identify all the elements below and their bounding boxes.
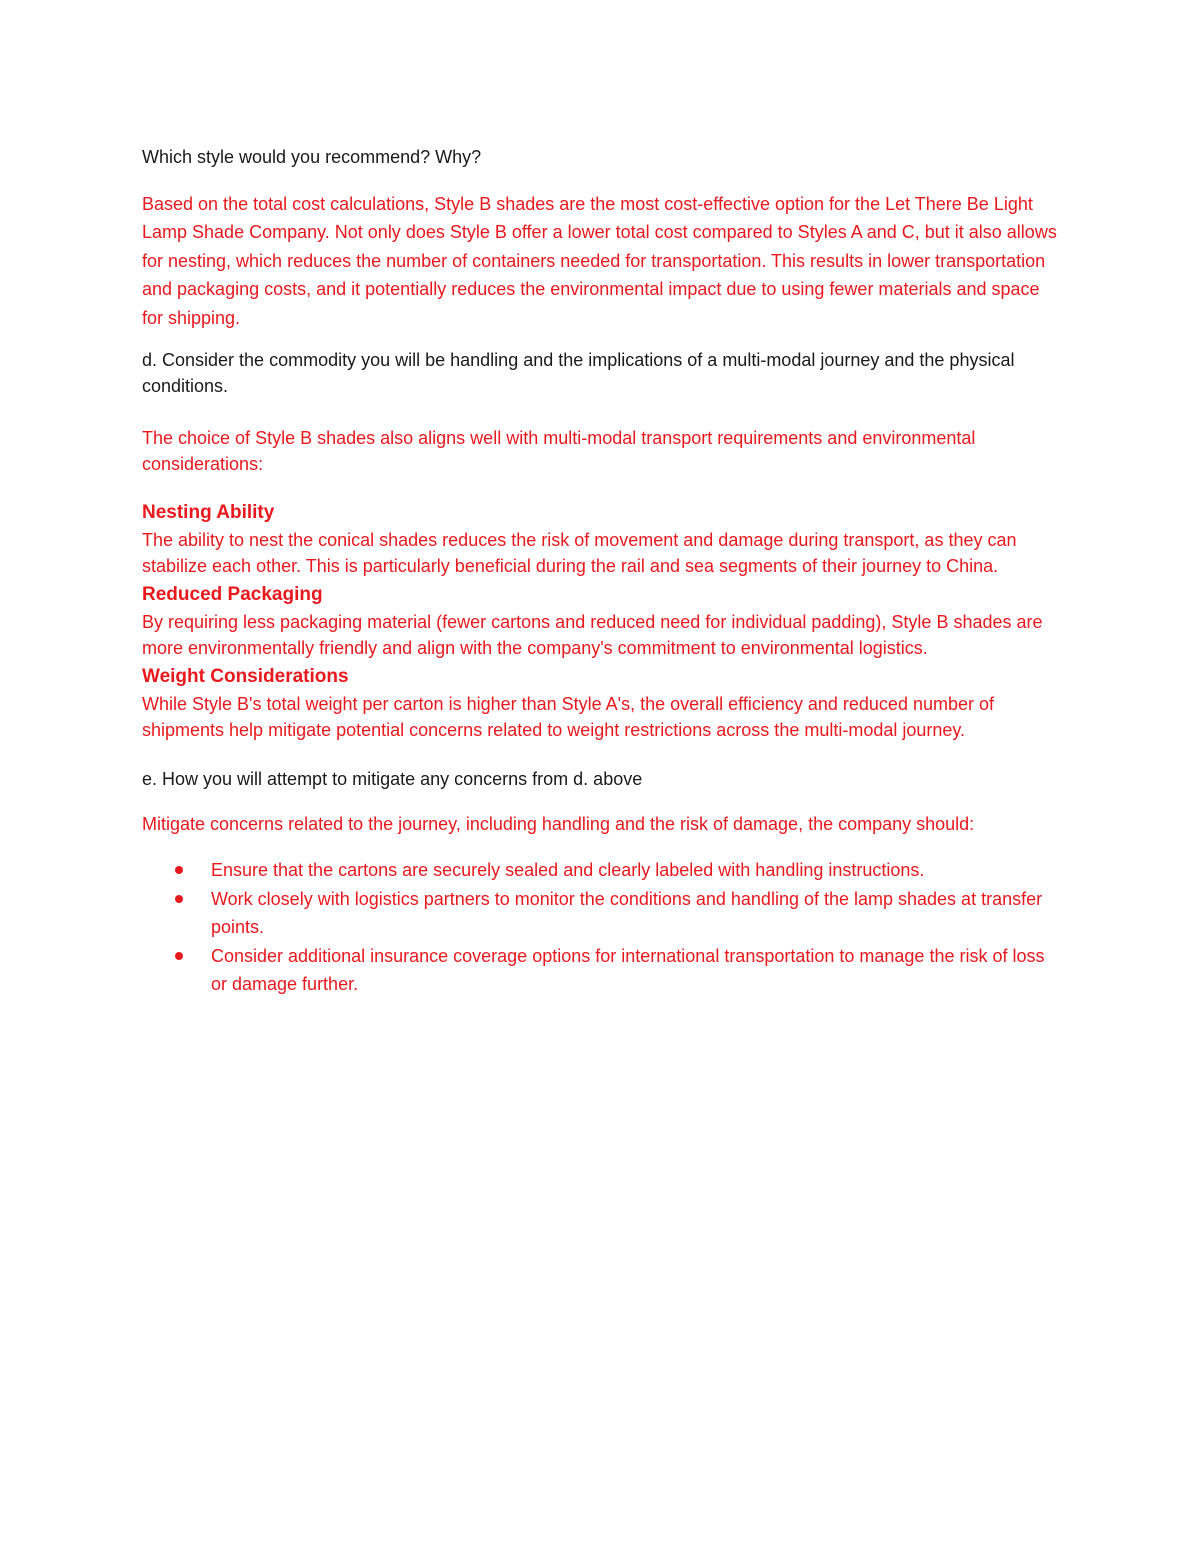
question-c: Which style would you recommend? Why? (142, 147, 482, 167)
section-heading-nesting: Nesting Ability (142, 502, 275, 523)
bullet-icon (175, 952, 183, 960)
section-heading-weight: Weight Considerations (142, 666, 349, 687)
list-item-text: Ensure that the cartons are securely sealed and clearly labeled with handling instructions. (211, 860, 925, 880)
list-item-text: Consider additional insurance coverage options for international transportation to manage the risk of loss or damage further. (211, 945, 1045, 994)
answer-c: Based on the total cost calculations, Style B shades are the most cost-effective option for the Let There Be Light Lamp Shade Company. Not only does Style B offer a lower total cost compared to Styles A and C, but it also allows for nesting, which reduces the number of containers needed for transportation. This results in lower transportation and packaging costs, and it potentially reduces the environmental impact due to using fewer materials and space for shipping. (142, 193, 1057, 328)
list-item (142, 942, 1062, 999)
section-heading-packaging: Reduced Packaging (142, 584, 323, 605)
list-item (142, 885, 1062, 942)
section-body-weight: While Style B's total weight per carton is higher than Style A's, the overall efficiency and reduced number of shipments help mitigate potential concerns related to weight restrictions across the multi-modal journey. (142, 694, 994, 740)
question-d: d. Consider the commodity you will be handling and the implications of a multi-modal journey and the physical conditions. (142, 350, 1015, 396)
mitigation-list (142, 856, 1062, 999)
section-body-nesting: The ability to nest the conical shades reduces the risk of movement and damage during transport, as they can stabilize each other. This is particularly beneficial during the rail and sea segments of their journey to China. (142, 530, 1017, 576)
list-item (142, 856, 1062, 885)
answer-d-intro: The choice of Style B shades also aligns well with multi-modal transport requirements and environmental considerations: (142, 428, 976, 474)
list-item-text: Work closely with logistics partners to monitor the conditions and handling of the lamp shades at transfer points. (211, 888, 1043, 937)
answer-e-intro: Mitigate concerns related to the journey, including handling and the risk of damage, the company should: (142, 813, 975, 834)
document-page (142, 138, 1062, 999)
question-e: e. How you will attempt to mitigate any concerns from d. above (142, 769, 643, 789)
section-body-packaging: By requiring less packaging material (fewer cartons and reduced need for individual padding), Style B shades are more environmentally friendly and align with the company's commitment to environmental logistics. (142, 612, 1043, 658)
bullet-icon (175, 895, 183, 903)
bullet-icon (175, 866, 183, 874)
